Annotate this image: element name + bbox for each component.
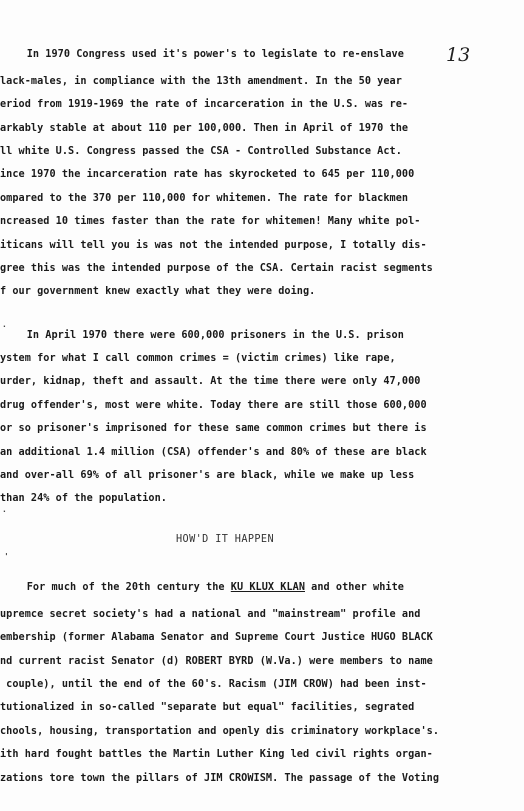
text-line: ith hard fought battles the Martin Luther King led civil rights organ- [0, 749, 433, 760]
text-line: nd current racist Senator (d) ROBERT BYRD (W.Va.) were members to name [0, 656, 433, 667]
text-line: ompared to the 370 per 110,000 for whitemen. The rate for blackmen [0, 193, 409, 204]
margin-mark: . [2, 505, 7, 514]
text-line: ystem for what I call common crimes = (victim crimes) like rape, [0, 353, 396, 364]
text-line: iticans will tell you is was not the intended purpose, I totally dis- [0, 240, 427, 251]
text-line: than 24% of the population. [0, 493, 167, 504]
text-line: zations tore town the pillars of JIM CROWISM. The passage of the Voting [0, 773, 440, 784]
section-heading: HOW'D IT HAPPEN [176, 534, 275, 545]
text-line: upremce secret society's had a national and "mainstream" profile and [0, 609, 421, 620]
text-line: ll white U.S. Congress passed the CSA - Controlled Substance Act. [0, 146, 402, 157]
text-line: drug offender's, most were white. Today there are still those 600,000 [0, 400, 427, 411]
text-line: an additional 1.4 million (CSA) offender's and 80% of these are black [0, 447, 427, 458]
text-line: ince 1970 the incarceration rate has skyrocketed to 645 per 110,000 [0, 169, 415, 180]
text-line [2, 582, 404, 594]
text-segment: For much of the 20th century the [2, 582, 231, 593]
text-line: and over-all 69% of all prisoner's are black, while we make up less [0, 470, 415, 481]
text-line: eriod from 1919-1969 the rate of incarceration in the U.S. was re- [0, 99, 409, 110]
text-line: f our government knew exactly what they were doing. [0, 286, 316, 297]
text-line: or so prisoner's imprisoned for these same common crimes but there is [0, 423, 427, 434]
text-line: arkably stable at about 110 per 100,000. Then in April of 1970 the [0, 123, 409, 134]
underlined-text: KU KLUX KLAN [230, 582, 305, 593]
text-line: urder, kidnap, theft and assault. At the time there were only 47,000 [0, 376, 421, 387]
text-line: couple), until the end of the 60's. Racism (JIM CROW) had been inst- [0, 679, 427, 690]
text-line: ncreased 10 times faster than the rate for whitemen! Many white pol- [0, 216, 421, 227]
text-line: In April 1970 there were 600,000 prisoners in the U.S. prison [2, 330, 404, 341]
text-line: chools, housing, transportation and openly dis criminatory workplace's. [0, 726, 440, 737]
text-line: tutionalized in so-called "separate but equal" facilities, segrated [0, 702, 415, 713]
text-line: gree this was the intended purpose of the CSA. Certain racist segments [0, 263, 433, 274]
margin-mark: ' [4, 552, 9, 561]
page-number: 13 [446, 44, 471, 66]
text-segment: and other white [305, 582, 404, 593]
margin-mark: . [2, 320, 7, 329]
text-line: embership (former Alabama Senator and Supreme Court Justice HUGO BLACK [0, 632, 433, 643]
text-line: In 1970 Congress used it's power's to legislate to re-enslave [2, 49, 404, 60]
text-line: lack-males, in compliance with the 13th amendment. In the 50 year [0, 76, 402, 87]
